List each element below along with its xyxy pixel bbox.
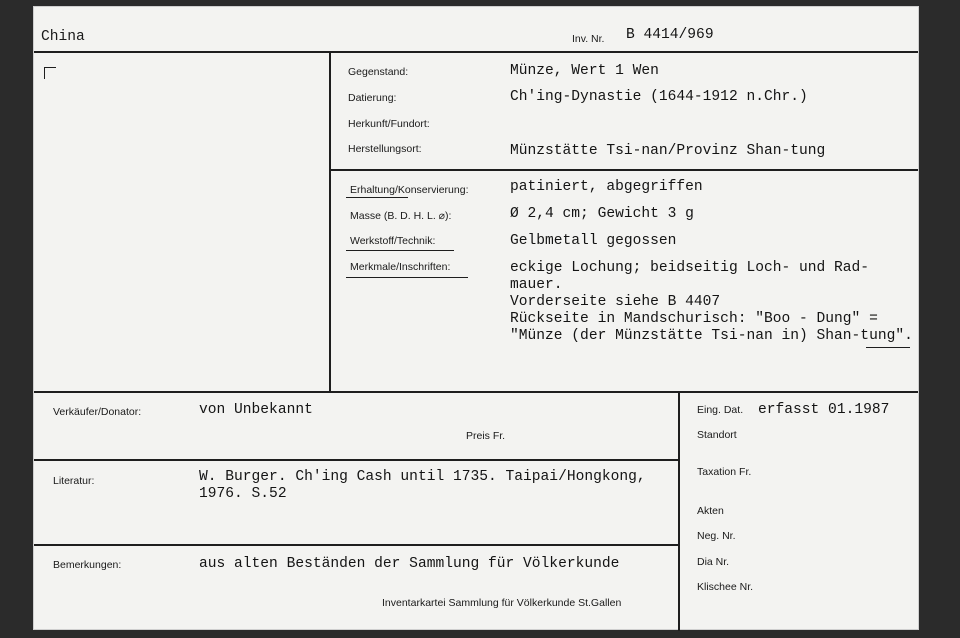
gegenstand-value: Münze, Wert 1 Wen [510,63,659,79]
eing-dat-label: Eing. Dat. [697,404,744,416]
shan-tung-underline [866,347,910,348]
merkmale-line-4: Rückseite in Mandschurisch: "Boo - Dung" = [510,311,878,327]
akten-label: Akten [697,505,724,517]
erhaltung-value: patiniert, abgegriffen [510,179,703,195]
divider-photo-column [329,51,331,392]
taxation-label: Taxation Fr. [697,466,752,478]
divider-main [34,391,918,393]
inv-nr-label: Inv. Nr. [572,33,605,45]
merkmale-line-1: eckige Lochung; beidseitig Loch- und Rad- [510,260,870,276]
card-footer: Inventarkartei Sammlung für Völkerkunde St.Gallen [382,597,622,609]
literatur-line-2: 1976. S.52 [199,486,287,502]
preis-label: Preis Fr. [466,430,506,442]
datierung-value: Ch'ing-Dynastie (1644-1912 n.Chr.) [510,89,808,105]
herkunft-label: Herkunft/Fundort: [348,118,430,130]
masse-value: Ø 2,4 cm; Gewicht 3 g [510,206,694,222]
standort-label: Standort [697,429,737,441]
bemerkungen-label: Bemerkungen: [53,559,122,571]
literatur-line-1: W. Burger. Ch'ing Cash until 1735. Taipai/Hongkong, [199,469,646,485]
eing-dat-value: erfasst 01.1987 [758,402,890,418]
herstellungsort-value: Münzstätte Tsi-nan/Provinz Shan-tung [510,143,826,159]
werkstoff-label: Werkstoff/Technik: [350,235,436,247]
divider-header [34,51,918,53]
werkstoff-underline [346,250,454,251]
gegenstand-label: Gegenstand: [348,66,409,78]
merkmale-underline [346,277,468,278]
inventory-card [33,6,919,630]
erhaltung-label: Erhaltung/Konservierung: [350,184,469,196]
divider-seller [34,459,678,461]
merkmale-line-5: "Münze (der Münzstätte Tsi-nan in) Shan-tung". [510,328,913,344]
masse-label: Masse (B. D. H. L. ⌀): [350,210,452,222]
divider-literature [34,544,678,546]
werkstoff-value: Gelbmetall gegossen [510,233,677,249]
literatur-label: Literatur: [53,475,95,487]
klischee-nr-label: Klischee Nr. [697,581,754,593]
merkmale-label: Merkmale/Inschriften: [350,261,451,273]
merkmale-line-2: mauer. [510,277,563,293]
country-field: China [41,29,85,45]
datierung-label: Datierung: [348,92,397,104]
erhaltung-underline [346,197,408,198]
herstellungsort-label: Herstellungsort: [348,143,422,155]
divider-sidebar [678,391,680,631]
verkaeufer-label: Verkäufer/Donator: [53,406,142,418]
merkmale-line-3: Vorderseite siehe B 4407 [510,294,721,310]
neg-nr-label: Neg. Nr. [697,530,736,542]
divider-object [330,169,918,171]
bemerkungen-value: aus alten Beständen der Sammlung für Völkerkunde [199,556,620,572]
inv-nr-value: B 4414/969 [626,27,714,43]
photo-corner-mark [44,67,56,79]
verkaeufer-value: von Unbekannt [199,402,313,418]
dia-nr-label: Dia Nr. [697,556,730,568]
